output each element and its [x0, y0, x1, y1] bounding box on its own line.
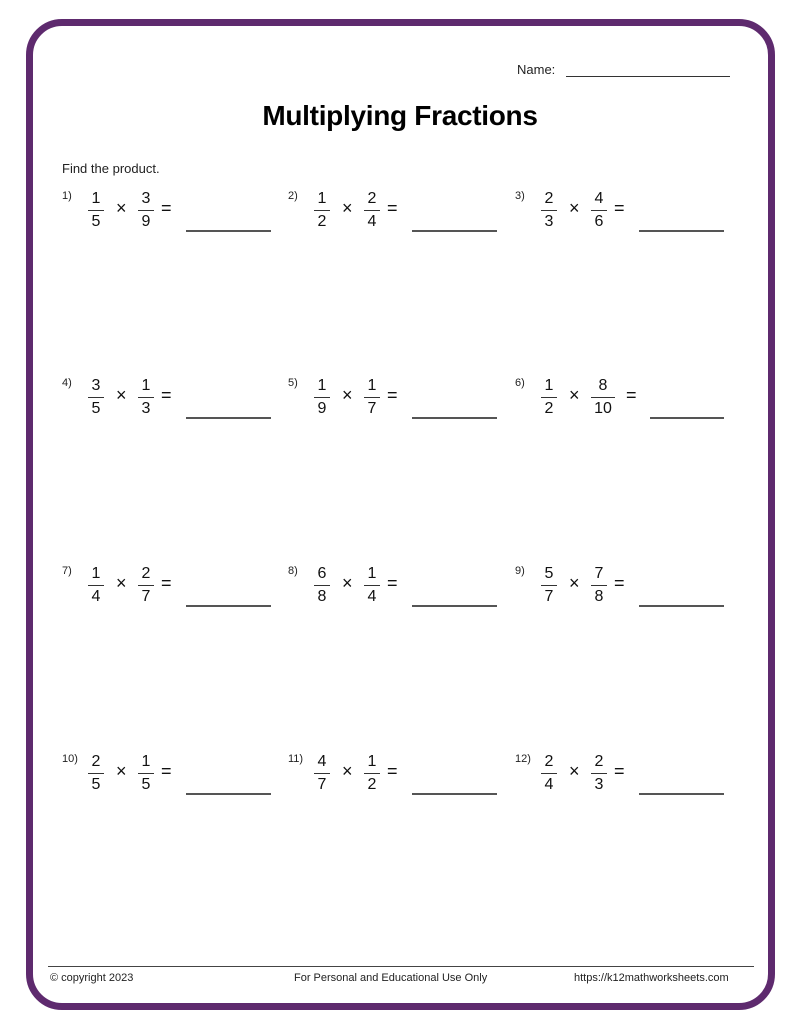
denominator: 4: [367, 588, 377, 605]
times-icon: ×: [342, 385, 353, 405]
equals-sign: =: [626, 385, 637, 405]
numerator: 8: [598, 377, 608, 394]
denominator: 8: [594, 588, 604, 605]
denominator: 7: [317, 776, 327, 793]
fraction-a: [84, 566, 108, 605]
problem-number: 5): [288, 377, 298, 389]
equals-sign: =: [161, 385, 172, 405]
numerator: 1: [91, 190, 101, 207]
fraction-a: [310, 566, 334, 605]
times-icon: ×: [342, 198, 353, 218]
fraction-bar: [364, 210, 380, 211]
fraction-bar: [364, 773, 380, 774]
copyright-text: © copyright 2023: [50, 972, 134, 984]
fraction-bar: [364, 585, 380, 586]
fraction-bar: [314, 773, 330, 774]
fraction-a: [310, 378, 334, 417]
fraction-bar: [88, 773, 104, 774]
problem-12: [515, 753, 735, 813]
fraction-bar: [314, 397, 330, 398]
times-icon: ×: [342, 761, 353, 781]
problem-number: 8): [288, 565, 298, 577]
denominator: 4: [367, 213, 377, 230]
problem-4: [62, 377, 282, 437]
fraction-bar: [138, 585, 154, 586]
numerator: 2: [594, 753, 604, 770]
numerator: 4: [594, 190, 604, 207]
fraction-b: [360, 378, 384, 417]
equals-sign: =: [387, 573, 398, 593]
times-icon: ×: [569, 573, 580, 593]
fraction-bar: [88, 210, 104, 211]
times-icon: ×: [116, 573, 127, 593]
equals-sign: =: [614, 198, 625, 218]
fraction-bar: [591, 397, 615, 398]
denominator: 3: [594, 776, 604, 793]
numerator: 3: [141, 190, 151, 207]
numerator: 1: [141, 377, 151, 394]
problem-6: [515, 377, 735, 437]
numerator: 7: [594, 565, 604, 582]
denominator: 7: [544, 588, 554, 605]
fraction-bar: [591, 210, 607, 211]
fraction-a: [537, 566, 561, 605]
fraction-a: [84, 754, 108, 793]
problem-number: 7): [62, 565, 72, 577]
numerator: 2: [544, 753, 554, 770]
numerator: 1: [367, 377, 377, 394]
denominator: 5: [91, 776, 101, 793]
equals-sign: =: [161, 573, 172, 593]
fraction-b: [587, 754, 611, 793]
fraction-bar: [364, 397, 380, 398]
answer-blank[interactable]: [412, 417, 497, 419]
fraction-bar: [314, 210, 330, 211]
fraction-bar: [591, 585, 607, 586]
denominator: 2: [367, 776, 377, 793]
times-icon: ×: [569, 198, 580, 218]
problem-5: [288, 377, 508, 437]
name-label: Name:: [517, 62, 556, 77]
answer-blank[interactable]: [186, 230, 271, 232]
denominator: 5: [91, 213, 101, 230]
problem-11: [288, 753, 508, 813]
answer-blank[interactable]: [186, 417, 271, 419]
answer-blank[interactable]: [412, 230, 497, 232]
numerator: 1: [317, 377, 327, 394]
denominator: 5: [141, 776, 151, 793]
problem-number: 1): [62, 190, 72, 202]
problem-number: 12): [515, 753, 531, 765]
fraction-bar: [138, 397, 154, 398]
fraction-b: [587, 191, 611, 230]
problem-number: 2): [288, 190, 298, 202]
numerator: 6: [317, 565, 327, 582]
times-icon: ×: [116, 761, 127, 781]
fraction-a: [84, 191, 108, 230]
times-icon: ×: [116, 198, 127, 218]
problem-7: [62, 565, 282, 625]
equals-sign: =: [387, 761, 398, 781]
page-title: Multiplying Fractions: [262, 100, 538, 131]
numerator: 2: [544, 190, 554, 207]
fraction-b: [134, 378, 158, 417]
fraction-a: [84, 378, 108, 417]
numerator: 2: [141, 565, 151, 582]
problem-number: 4): [62, 377, 72, 389]
answer-blank[interactable]: [639, 230, 724, 232]
times-icon: ×: [569, 761, 580, 781]
fraction-a: [537, 378, 561, 417]
fraction-b: [134, 566, 158, 605]
times-icon: ×: [569, 385, 580, 405]
numerator: 4: [317, 753, 327, 770]
fraction-bar: [88, 585, 104, 586]
fraction-a: [537, 754, 561, 793]
fraction-bar: [591, 773, 607, 774]
denominator: 10: [594, 400, 612, 417]
times-icon: ×: [342, 573, 353, 593]
numerator: 1: [317, 190, 327, 207]
equals-sign: =: [614, 761, 625, 781]
fraction-b: [360, 754, 384, 793]
problem-number: 9): [515, 565, 525, 577]
numerator: 1: [544, 377, 554, 394]
problem-9: [515, 565, 735, 625]
answer-blank[interactable]: [186, 605, 271, 607]
fraction-b: [134, 191, 158, 230]
denominator: 6: [594, 213, 604, 230]
numerator: 1: [367, 753, 377, 770]
numerator: 1: [141, 753, 151, 770]
fraction-bar: [541, 210, 557, 211]
equals-sign: =: [161, 198, 172, 218]
fraction-bar: [88, 397, 104, 398]
problem-number: 6): [515, 377, 525, 389]
answer-blank[interactable]: [639, 605, 724, 607]
fraction-bar: [541, 585, 557, 586]
denominator: 4: [544, 776, 554, 793]
fraction-a: [310, 754, 334, 793]
fraction-bar: [314, 585, 330, 586]
fraction-b: [134, 754, 158, 793]
denominator: 9: [141, 213, 151, 230]
denominator: 3: [141, 400, 151, 417]
denominator: 5: [91, 400, 101, 417]
usage-text: For Personal and Educational Use Only: [294, 972, 488, 984]
denominator: 2: [544, 400, 554, 417]
fraction-b: [587, 566, 611, 605]
problem-number: 3): [515, 190, 525, 202]
denominator: 4: [91, 588, 101, 605]
answer-blank[interactable]: [639, 793, 724, 795]
denominator: 7: [141, 588, 151, 605]
numerator: 3: [91, 377, 101, 394]
equals-sign: =: [161, 761, 172, 781]
fraction-b: [360, 566, 384, 605]
numerator: 2: [91, 753, 101, 770]
equals-sign: =: [387, 198, 398, 218]
fraction-bar: [138, 210, 154, 211]
problem-number: 10): [62, 753, 78, 765]
answer-blank[interactable]: [412, 793, 497, 795]
denominator: 3: [544, 213, 554, 230]
numerator: 1: [367, 565, 377, 582]
equals-sign: =: [614, 573, 625, 593]
footer-divider: [48, 966, 754, 967]
problem-10: [62, 753, 282, 813]
answer-blank[interactable]: [186, 793, 271, 795]
equals-sign: =: [387, 385, 398, 405]
denominator: 8: [317, 588, 327, 605]
fraction-bar: [541, 397, 557, 398]
denominator: 9: [317, 400, 327, 417]
numerator: 5: [544, 565, 554, 582]
numerator: 2: [367, 190, 377, 207]
problem-2: [288, 190, 508, 250]
fraction-a: [537, 191, 561, 230]
problem-3: [515, 190, 735, 250]
numerator: 1: [91, 565, 101, 582]
name-field[interactable]: [566, 76, 730, 77]
times-icon: ×: [116, 385, 127, 405]
fraction-b: [587, 378, 619, 417]
problem-number: 11): [288, 753, 304, 765]
denominator: 7: [367, 400, 377, 417]
fraction-bar: [138, 773, 154, 774]
problem-1: [62, 190, 282, 250]
fraction-b: [360, 191, 384, 230]
site-url: https://k12mathworksheets.com: [574, 972, 729, 984]
problem-8: [288, 565, 508, 625]
fraction-a: [310, 191, 334, 230]
answer-blank[interactable]: [650, 417, 724, 419]
fraction-bar: [541, 773, 557, 774]
denominator: 2: [317, 213, 327, 230]
instructions: Find the product.: [62, 161, 160, 176]
answer-blank[interactable]: [412, 605, 497, 607]
